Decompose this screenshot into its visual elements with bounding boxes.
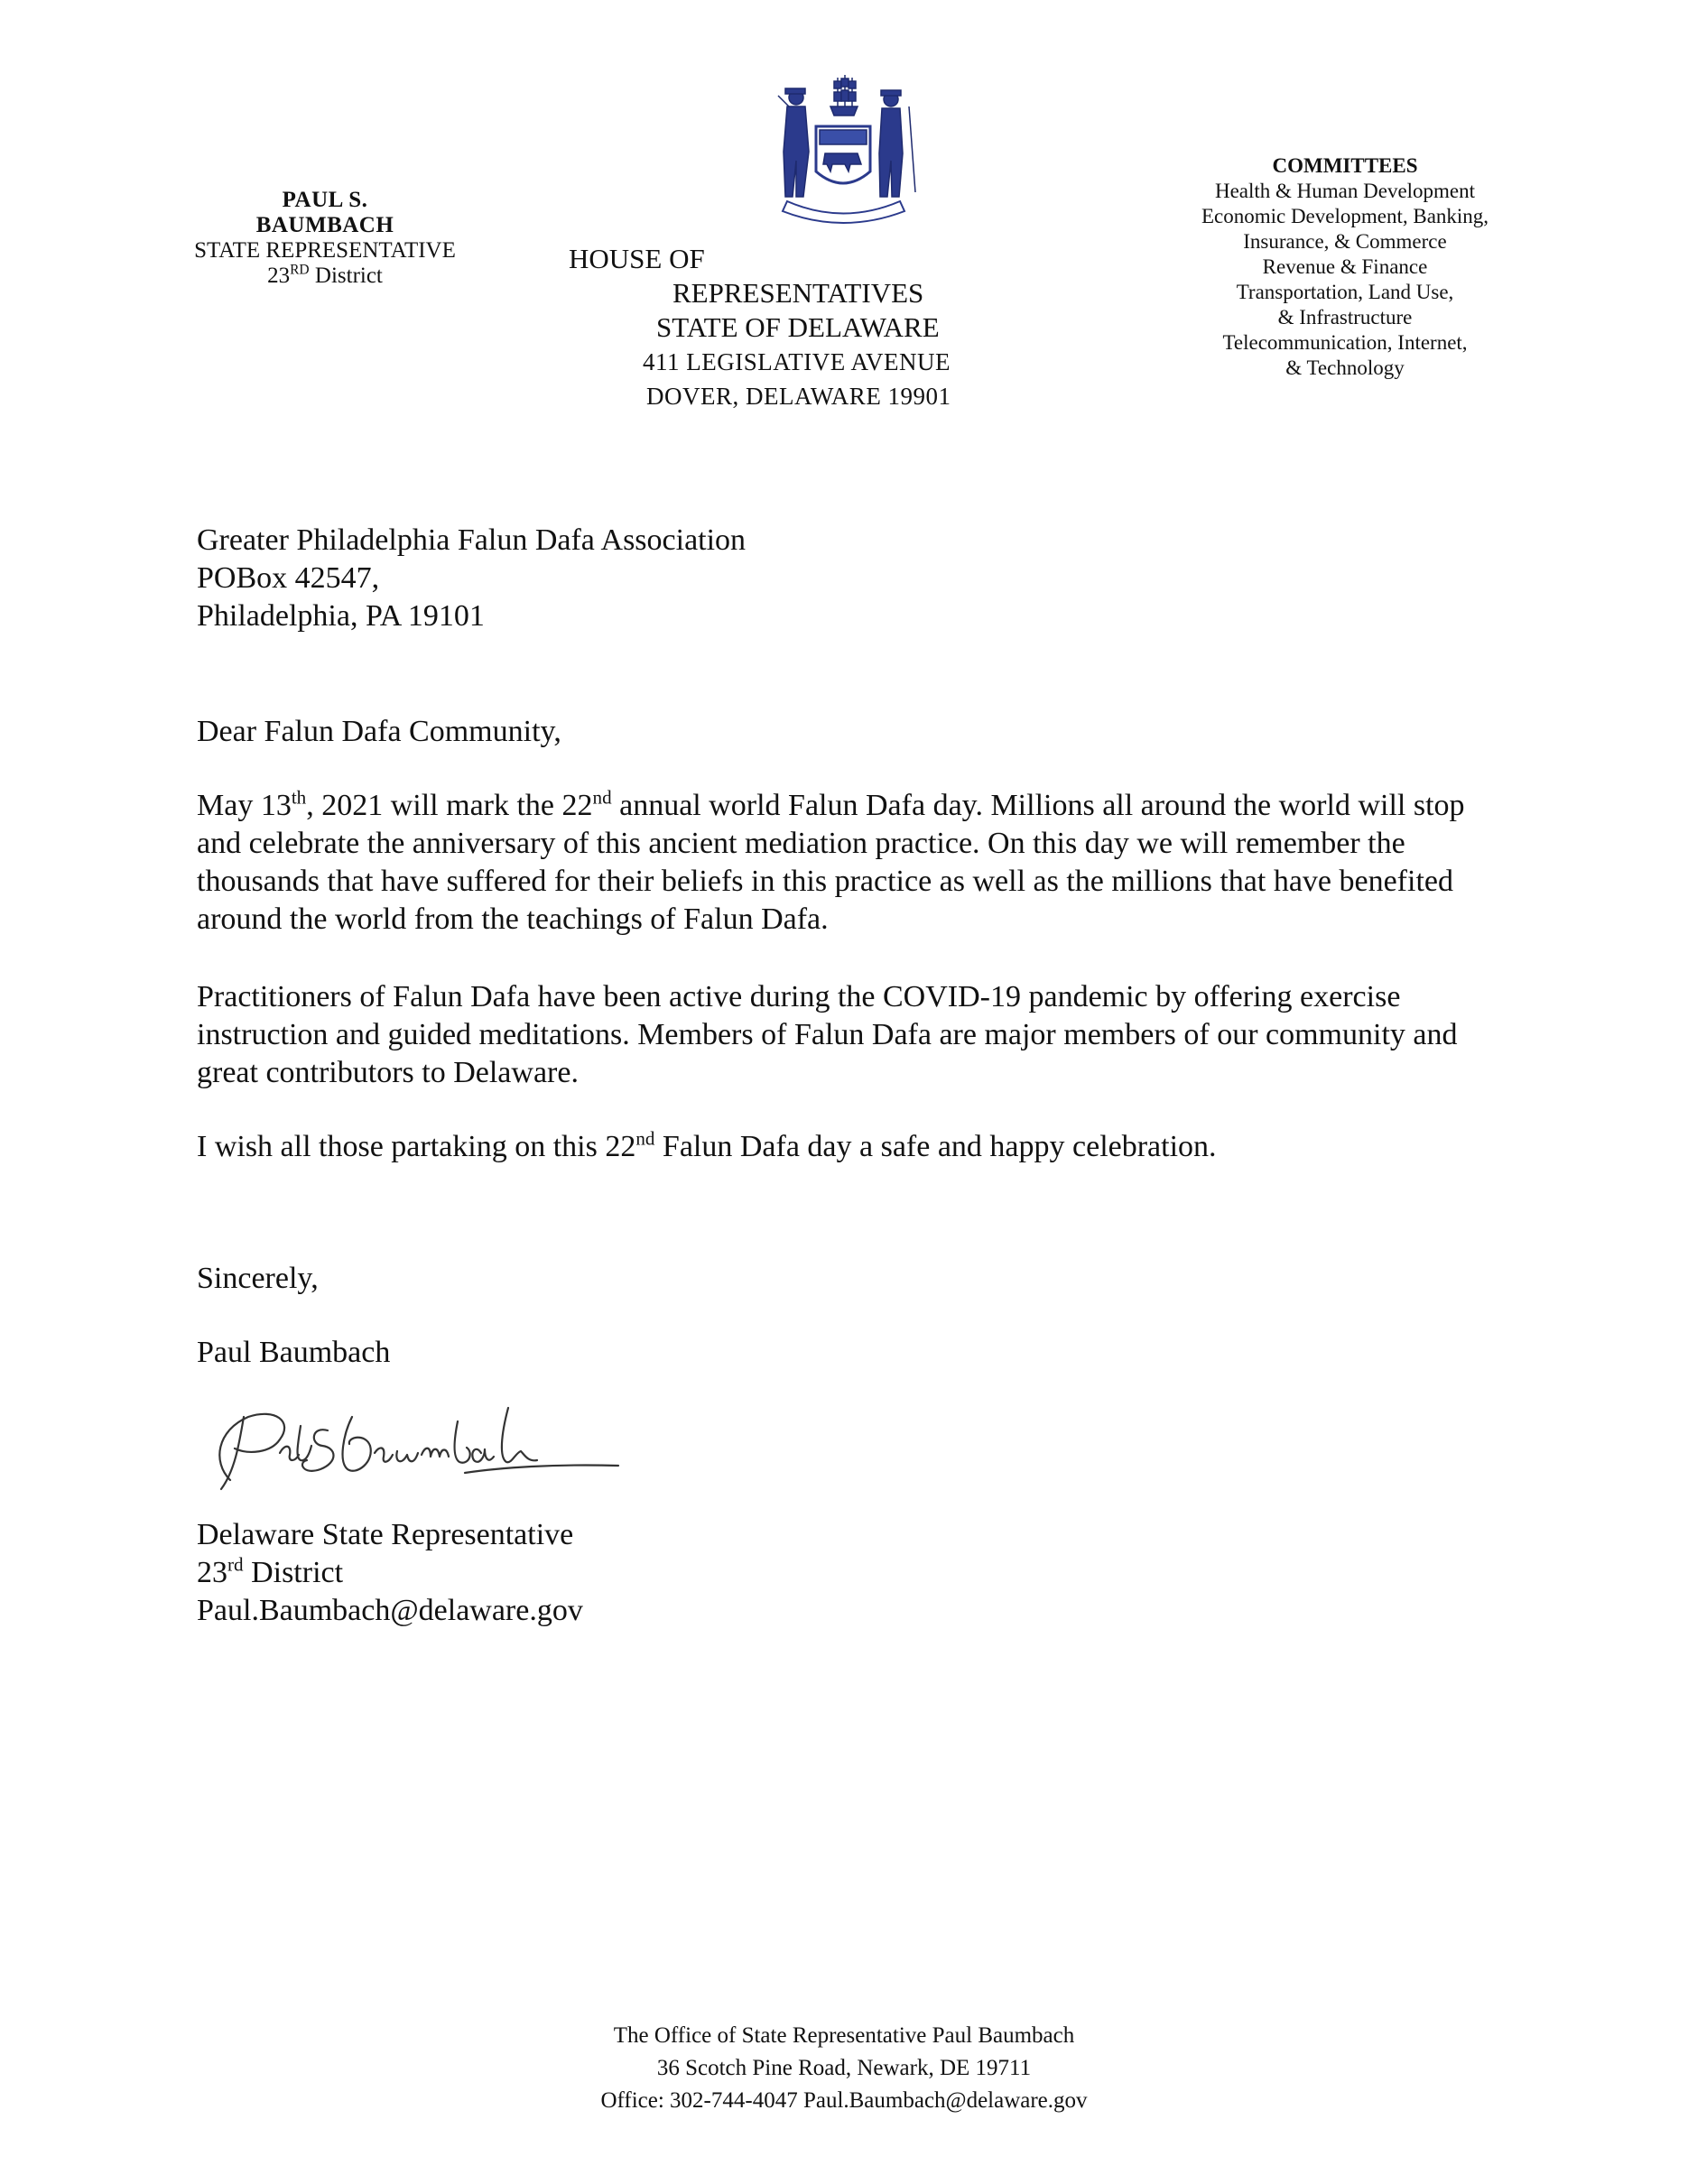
paragraph-2: Practitioners of Falun Dafa have been active during the COVID-19 pandemic by offering exercise instruction and guided meditations. Members of Falun Dafa are major members of our community and great contributors to Delaware. (197, 980, 1458, 1089)
recipient-line3: Philadelphia, PA 19101 (197, 599, 485, 633)
house-line2: REPRESENTATIVES (672, 277, 924, 309)
sig-title: Delaware State Representative (197, 1518, 574, 1551)
delaware-state-seal-icon (760, 70, 927, 228)
committees-list (1164, 153, 1526, 381)
p1-text-c: annual world Falun Dafa day. Millions all around the world will stop and celebrate the anniversary of this ancient mediation practice. On this day we will remember the thousands that have suffered for their beliefs in this practice as well as the millions that have benefited around the world from the teachings of Falun Dafa. (197, 789, 1465, 936)
sig-district-word: District (243, 1556, 344, 1589)
sig-district-suffix: rd (227, 1553, 244, 1576)
paragraph-1 (197, 787, 1515, 939)
rep-name-line2: BAUMBACH (255, 213, 394, 237)
closing: Sincerely, (197, 1262, 319, 1295)
sig-district (197, 1554, 583, 1592)
sig-district-number: 23 (197, 1556, 227, 1589)
committee-item: & Technology (1285, 356, 1405, 379)
signer-name: Paul Baumbach (197, 1336, 391, 1369)
p3-sup-a: nd (635, 1127, 655, 1150)
house-line1: HOUSE OF (569, 243, 705, 274)
rep-district-word: District (309, 264, 383, 288)
p3-text-b: Falun Dafa day a safe and happy celebration. (654, 1130, 1217, 1163)
recipient-line2: POBox 42547, (197, 561, 380, 595)
committee-item: Telecommunication, Internet, (1222, 331, 1468, 354)
footer-line1: The Office of State Representative Paul Baumbach (613, 2023, 1075, 2048)
rep-district (149, 264, 501, 289)
rep-name-line1: PAUL S. (282, 188, 368, 212)
rep-district-suffix: RD (290, 262, 310, 278)
p1-text-a: May 13 (197, 789, 292, 822)
house-line4: 411 LEGISLATIVE AVENUE (643, 348, 951, 375)
committee-item: Insurance, & Commerce (1243, 230, 1447, 253)
house-line5: DOVER, DELAWARE 19901 (646, 383, 951, 410)
p3-text-a: I wish all those partaking on this 22 (197, 1130, 636, 1163)
footer (0, 2020, 1688, 2117)
recipient-line1: Greater Philadelphia Falun Dafa Association (197, 523, 747, 557)
committees-title: COMMITTEES (1272, 154, 1418, 177)
representative-header (149, 188, 501, 289)
committee-item: & Infrastructure (1277, 306, 1413, 329)
paragraph-3 (197, 1128, 1515, 1166)
footer-line2: 36 Scotch Pine Road, Newark, DE 19711 (656, 2056, 1032, 2080)
seal-graphic (760, 70, 927, 228)
house-line3: STATE OF DELAWARE (656, 311, 940, 343)
house-address (569, 242, 1011, 413)
signature-block (197, 1516, 583, 1630)
p1-text-b: , 2021 will mark the 22 (306, 789, 593, 822)
p1-sup-a: th (291, 786, 307, 809)
p1-sup-b: nd (592, 786, 612, 809)
signature-graphic (194, 1390, 632, 1507)
committee-item: Economic Development, Banking, (1201, 205, 1489, 227)
rep-district-number: 23 (267, 264, 291, 288)
recipient-address (197, 522, 746, 635)
committee-item: Transportation, Land Use, (1236, 281, 1454, 303)
committee-item: Health & Human Development (1214, 180, 1476, 202)
handwritten-signature (194, 1390, 632, 1507)
sig-email[interactable]: Paul.Baumbach@delaware.gov (197, 1594, 583, 1627)
rep-title: STATE REPRESENTATIVE (194, 238, 456, 263)
footer-line3: Office: 302-744-4047 Paul.Baumbach@delaware.gov (600, 2088, 1088, 2113)
committee-item: Revenue & Finance (1262, 255, 1428, 278)
salutation: Dear Falun Dafa Community, (197, 715, 561, 748)
